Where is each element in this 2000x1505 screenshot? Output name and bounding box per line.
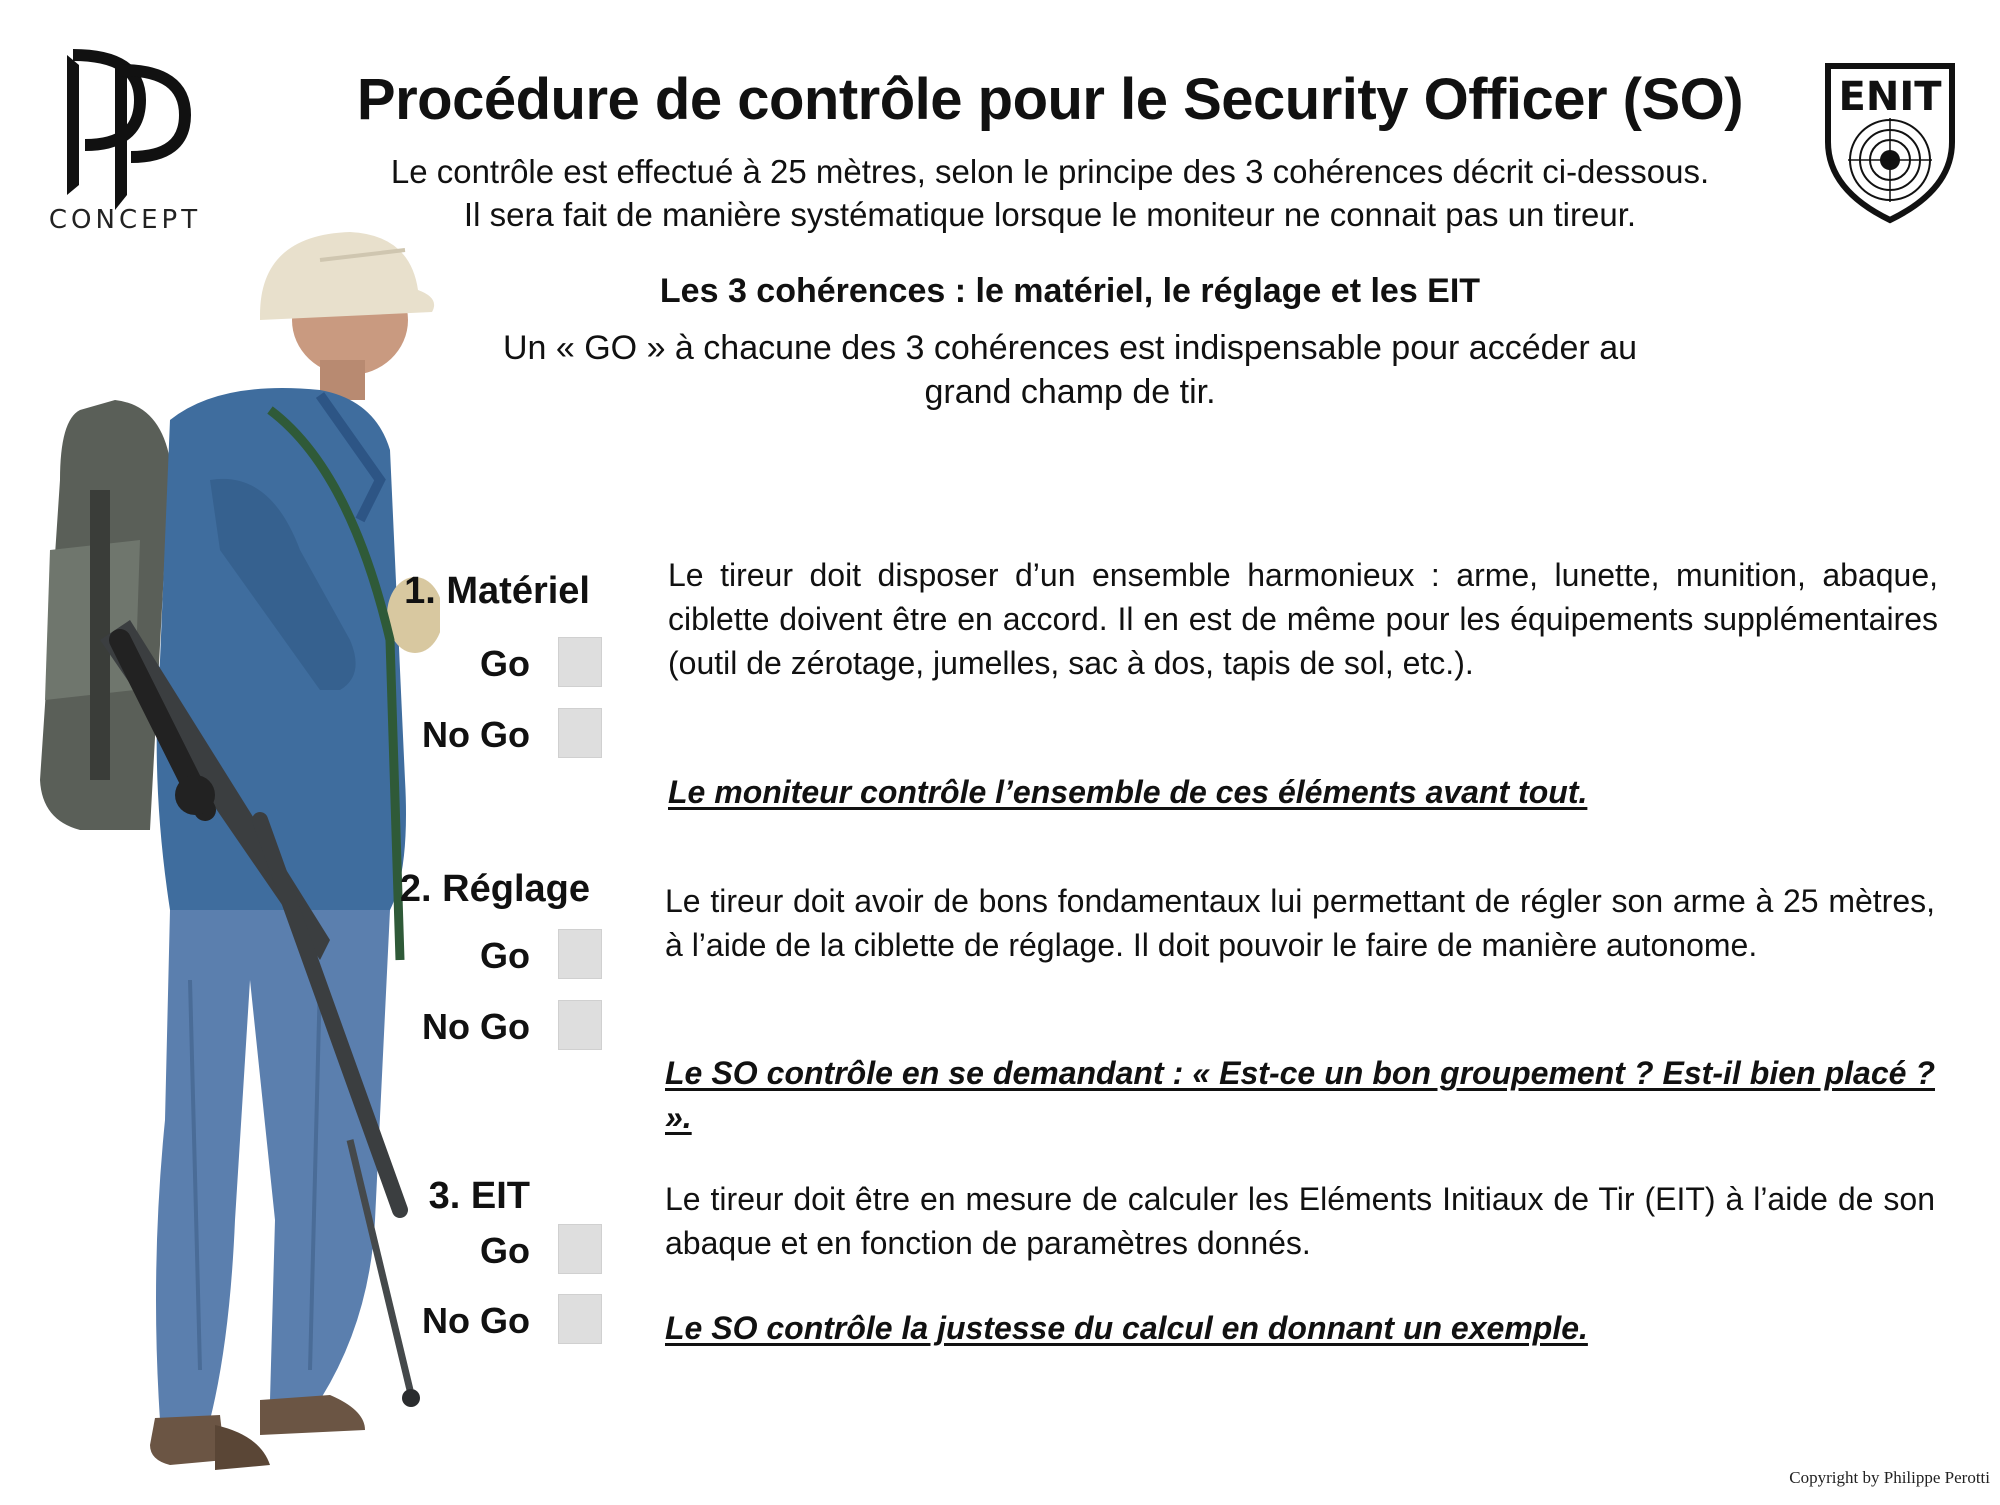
nogo-label-reglage: No Go <box>422 1006 530 1047</box>
go-label-materiel: Go <box>480 643 530 684</box>
go-label-reglage: Go <box>480 935 530 976</box>
intro-text <box>300 150 1800 236</box>
go-checkbox-eit[interactable] <box>558 1224 602 1274</box>
enit-shield-logo <box>1820 60 1960 225</box>
section-text-materiel: Le tireur doit disposer d’un ensemble harmonieux : arme, lunette, munition, abaque, ciblette doivent être en accord. Il en est de même pour les équipements supplémentaires (outil de zérotage, jumelles, sac à dos, tapis de sol, etc.). <box>668 557 1938 681</box>
nogo-label-eit: No Go <box>422 1300 530 1341</box>
subtitle: Les 3 cohérences : le matériel, le réglage et les EIT <box>659 272 1481 310</box>
section-title-reglage: 2. Réglage <box>399 868 590 910</box>
target-shield-icon <box>1820 60 1960 225</box>
go-checkbox-materiel[interactable] <box>558 637 602 687</box>
page-title: Procédure de contrôle pour le Security Officer (SO) <box>356 67 1744 132</box>
section-title-materiel: 1. Matériel <box>404 570 590 612</box>
section-note-materiel: Le moniteur contrôle l’ensemble de ces éléments avant tout. <box>668 774 1588 810</box>
brand-name: CONCEPT <box>48 205 202 235</box>
go-rule-line-1: Un « GO » à chacune des 3 cohérences est indispensable pour accéder au <box>502 329 1638 367</box>
shield-label: ENIT <box>1838 74 1942 120</box>
go-label-eit: Go <box>480 1230 530 1271</box>
section-note-reglage: Le SO contrôle en se demandant : « Est-ce un bon groupement ? Est-il bien placé ? ». <box>665 1055 1935 1135</box>
intro-line-2: Il sera fait de manière systématique lorsque le moniteur ne connait pas un tireur. <box>463 196 1637 233</box>
nogo-checkbox-eit[interactable] <box>558 1294 602 1344</box>
section-note-eit: Le SO contrôle la justesse du calcul en donnant un exemple. <box>665 1310 1588 1346</box>
go-rule-text <box>440 326 1700 414</box>
nogo-checkbox-materiel[interactable] <box>558 708 602 758</box>
go-rule-line-2: grand champ de tir. <box>924 373 1216 411</box>
go-checkbox-reglage[interactable] <box>558 929 602 979</box>
pp-monogram-icon <box>45 45 205 215</box>
nogo-checkbox-reglage[interactable] <box>558 1000 602 1050</box>
section-title-eit: 3. EIT <box>428 1175 530 1217</box>
section-text-reglage: Le tireur doit avoir de bons fondamentaux lui permettant de régler son arme à 25 mètres, à l’aide de la ciblette de réglage. Il doit pouvoir le faire de manière autonome. <box>665 883 1935 963</box>
intro-line-1: Le contrôle est effectué à 25 mètres, selon le principe des 3 cohérences décrit ci-dessous. <box>390 153 1710 190</box>
pp-concept-logo <box>45 45 205 245</box>
nogo-label-materiel: No Go <box>422 714 530 755</box>
copyright-text: Copyright by Philippe Perotti <box>1789 1468 1990 1487</box>
section-text-eit: Le tireur doit être en mesure de calculer les Eléments Initiaux de Tir (EIT) à l’aide de son abaque et en fonction de paramètres donnés. <box>665 1181 1935 1261</box>
